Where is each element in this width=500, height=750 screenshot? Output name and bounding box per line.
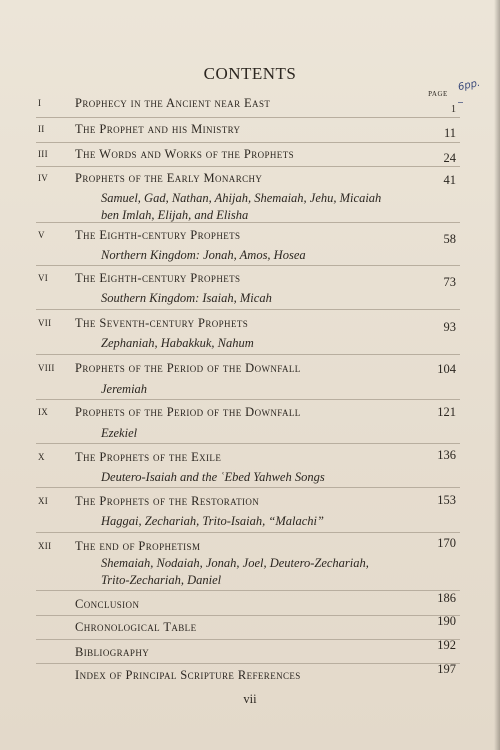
divider [36, 590, 460, 591]
chapter-subtitle: Samuel, Gad, Nathan, Ahijah, Shemaiah, Jehu, Micaiah [101, 191, 382, 205]
chapter-title: Prophets of the Early Monarchy [75, 171, 263, 185]
chapter-title: The Prophets of the Restoration [75, 494, 260, 508]
page-number: 197 [437, 662, 456, 676]
chapter-title: The Eighth-century Prophets [75, 271, 241, 285]
chapter-title: The Words and Works of the Prophets [75, 147, 294, 161]
divider [36, 663, 460, 664]
page-number: 136 [437, 448, 456, 462]
page-number: 170 [437, 536, 456, 550]
chapter-title: The end of Prophetism [75, 539, 201, 553]
chapter-number: IV [38, 173, 49, 183]
contents-heading: CONTENTS [203, 64, 297, 83]
chapter-number: V [38, 230, 45, 240]
page-number: 104 [437, 362, 456, 376]
chapter-subtitle-continued: Trito-Zechariah, Daniel [101, 573, 222, 587]
pencil-annotation: 6pp. [457, 77, 482, 94]
page-number: 73 [443, 275, 456, 289]
divider [36, 166, 460, 167]
chapter-title: Prophets of the Period of the Downfall [75, 361, 301, 375]
chapter-number: XI [38, 496, 49, 506]
chapter-title: The Prophets of the Exile [75, 450, 222, 464]
divider [36, 222, 460, 223]
chapter-number: II [38, 124, 45, 134]
chapter-subtitle: Southern Kingdom: Isaiah, Micah [101, 291, 272, 305]
divider [36, 532, 460, 533]
divider [36, 487, 460, 488]
chapter-number: VIII [38, 363, 55, 373]
page-number: 93 [443, 320, 456, 334]
chapter-number: XII [38, 541, 52, 551]
chapter-title: Prophecy in the Ancient near East [75, 96, 271, 110]
divider [36, 354, 460, 355]
page-number: 41 [443, 173, 456, 187]
chapter-subtitle: Ezekiel [101, 426, 138, 440]
section-title: Conclusion [75, 597, 140, 611]
chapter-number: VII [38, 318, 52, 328]
divider [36, 117, 460, 118]
chapter-number: I [38, 98, 42, 108]
chapter-title: The Eighth-century Prophets [75, 228, 241, 242]
chapter-subtitle: Jeremiah [101, 382, 148, 396]
page-number: 186 [437, 591, 456, 605]
page-number: 192 [437, 638, 456, 652]
chapter-title: The Seventh-century Prophets [75, 316, 249, 330]
page-number: 1 [451, 104, 456, 115]
divider [36, 615, 460, 616]
divider [36, 443, 460, 444]
divider [36, 309, 460, 310]
chapter-subtitle: Deutero-Isaiah and the ʿEbed Yahweh Songs [101, 470, 325, 484]
page-number: 58 [443, 232, 456, 246]
page-number: 11 [443, 126, 456, 140]
divider [36, 265, 460, 266]
chapter-subtitle: Haggai, Zechariah, Trito-Isaiah, “Malachi” [101, 514, 324, 528]
chapter-number: IX [38, 407, 49, 417]
chapter-subtitle: Northern Kingdom: Jonah, Amos, Hosea [101, 248, 306, 262]
page-column-label: PAGE [428, 90, 448, 98]
section-title: Chronological Table [75, 620, 197, 634]
page-number: 153 [437, 493, 456, 507]
chapter-subtitle-continued: ben Imlah, Elijah, and Elisha [101, 208, 249, 222]
folio-page-number: vii [243, 692, 257, 706]
section-title: Bibliography [75, 645, 150, 659]
page-number: 121 [437, 405, 456, 419]
page-number: 24 [443, 151, 456, 165]
divider [36, 639, 460, 640]
chapter-subtitle: Shemaiah, Nodaiah, Jonah, Joel, Deutero-Zechariah, [101, 556, 369, 570]
chapter-title: The Prophet and his Ministry [75, 122, 241, 136]
chapter-subtitle: Zephaniah, Habakkuk, Nahum [101, 336, 254, 350]
section-title: Index of Principal Scripture References [75, 668, 301, 682]
chapter-number: X [38, 452, 45, 462]
chapter-number: VI [38, 273, 49, 283]
divider [36, 399, 460, 400]
divider [36, 142, 460, 143]
page-number: 190 [437, 614, 456, 628]
chapter-number: III [38, 149, 48, 159]
chapter-title: Prophets of the Period of the Downfall [75, 405, 301, 419]
